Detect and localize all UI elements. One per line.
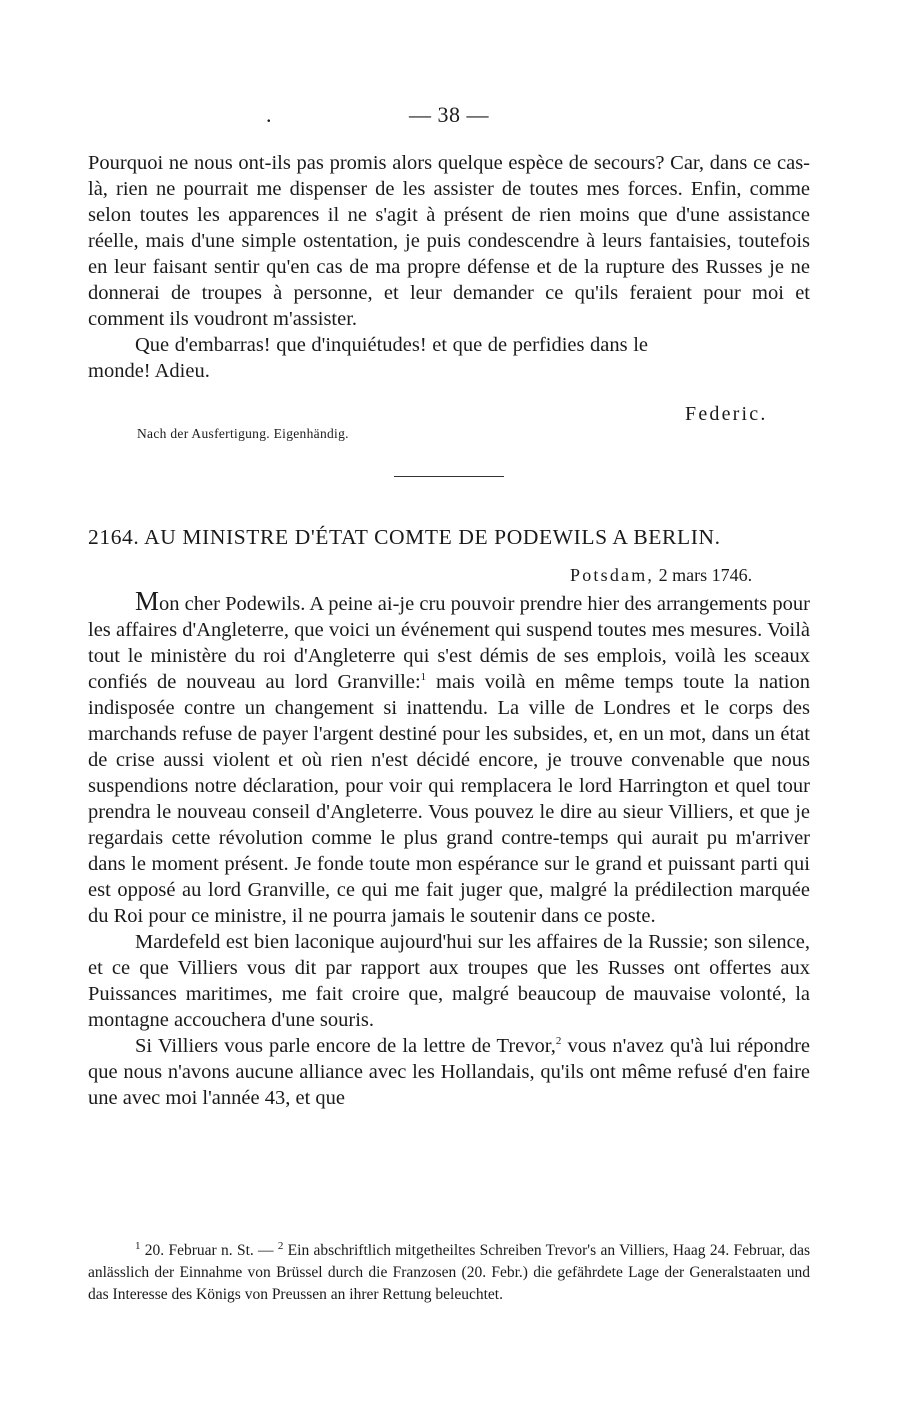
dateline-place: Potsdam, [570,565,655,585]
paragraph [88,588,810,929]
footnote-ref: 1 [420,671,427,684]
paragraph-text: on cher Podewils. A peine ai-je cru pouvoir prendre hier des arrangements pour les affaires d'Angleterre, que voici un événement qui suspend toutes mes mesures. Voilà tout le ministère du roi d'Angleterre qui s'est démis de ses emplois, voilà les sceaux confiés de nouveau au lord Granville: [88,593,810,693]
paragraph: Mardefeld est bien laconique aujourd'hui sur les affaires de la Russie; son silence, et ce que Villiers vous dit par rapport aux troupes que les Russes ont offertes aux Puissances maritimes, me fait croire que, malgré beaucoup de mauvaise volonté, la montagne accouchera d'une souris. [88,931,810,1031]
dateline [570,565,752,586]
footnote-ref: 2 [555,1035,562,1048]
paragraph [88,1033,810,1111]
page-number: — 38 — [409,102,489,127]
dateline-date: 2 mars 1746. [658,565,753,585]
page-header [88,100,810,140]
header-dot: . [266,102,272,127]
signature: Federic. [685,403,768,425]
footnote-text: 20. Februar n. St. — [140,1242,278,1259]
footnote [88,1240,810,1306]
paragraph: Pourquoi ne nous ont-ils pas promis alors quelque espèce de secours? Car, dans ce cas-là, rien ne pourrait me dispenser de les assister de toutes mes forces. Enfin, comme selon toutes les apparences il ne s'agit à présent de rien moins que d'une assistance réelle, mais d'une simple ostentation, je puis condescendre à leurs fantaisies, toutefois en leur faisant sentir qu'en cas de ma propre défense et de la rupture des Russes je ne donnerai de troupes à personne, et leur demander ce qu'ils feraient pour moi et comment ils voudront m'assister. [88,152,810,330]
footnotes [88,1240,810,1306]
footnote-mark: 2 [277,1239,284,1252]
footnote-text: Ein abschriftlich mitgetheiltes Schreiben Trevor's an Villiers, Haag 24. Februar, das anlässlich der Einnahme von Brüssel durch die Franzosen (20. Febr.) die gefährdete Lage der Generalstaaten und das Interesse des Königs von Preussen an ihrer Rettung beleuchtet. [88,1242,810,1303]
paragraph-text: Si Villiers vous parle encore de la lettre de Trevor, [135,1035,556,1057]
drop-cap: M [135,586,160,616]
source-note: Nach der Ausfertigung. Eigenhändig. [137,426,349,441]
paragraph-text: mais voilà en même temps toute la nation indisposée contre un changement si inattendu. La ville de Londres et le corps des marchands refuse de payer l'argent destiné pour les subsides, et, en un mot, dans un état de crise aussi violent et où rien n'est décidé encore, je trouve convenable que nous suspendions notre déclaration, pour voir qui remplacera le lord Harrington et quel tour prendra le nouveau conseil d'Angleterre. Vous pouvez le dire au sieur Villiers, et que je regardais cette révolution comme le plus grand contre-temps qui aurait pu m'arriver dans le moment présent. Je fonde toute mon espérance sur le grand et puissant parti qui est opposé au lord Granville, ce qui me fait juger que, malgré la prédilection marquée du Roi pour ce ministre, il ne pourra jamais le soutenir dans ce poste. [88,671,811,927]
footnote-mark: 1 [135,1239,141,1252]
continuation-text [88,150,810,384]
paragraph-text: vous n'avez qu'à lui répondre que nous n'avons aucune alliance avec les Hollandais, qu'ils ont même refusé d'en faire une avec moi l'année 43, et que [88,1035,810,1109]
letter-body [88,588,810,1111]
section-divider [394,476,504,477]
paragraph: Que d'embarras! que d'inquiétudes! et que de perfidies dans le monde! Adieu. [88,334,648,382]
letter-heading: 2164. AU MINISTRE D'ÉTAT COMTE DE PODEWILS A BERLIN. [88,525,721,549]
